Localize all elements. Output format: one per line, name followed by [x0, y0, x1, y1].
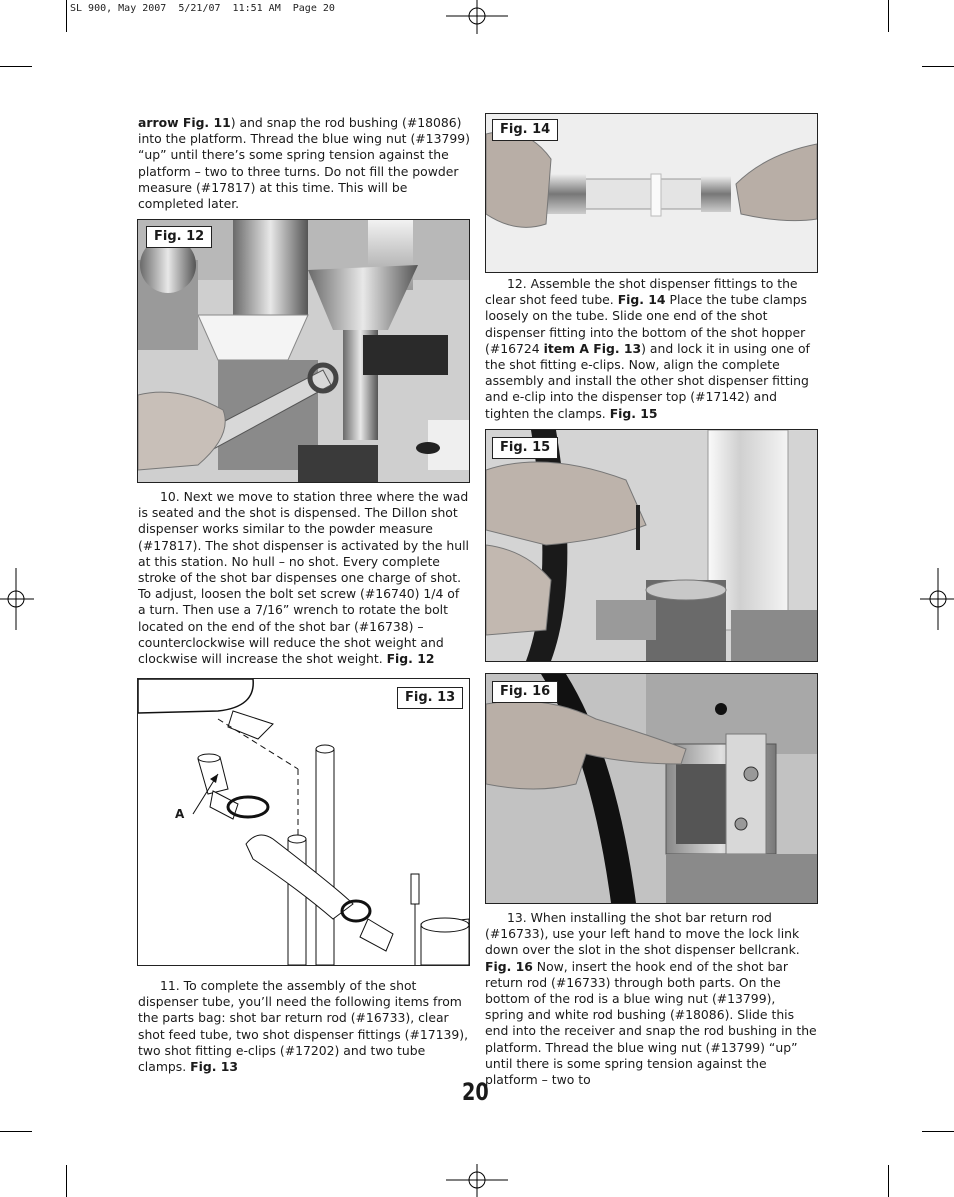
figure-reference: Fig. 14: [617, 292, 666, 308]
registration-target-icon: [446, 0, 508, 34]
figure-label: Fig. 13: [397, 687, 463, 709]
registration-target-icon: [920, 568, 954, 630]
paragraph-text: ) and snap the rod bushing (#18086) into the platform. Thread the blue wing nut (#13799) “up” until there’s some spring tension against the platform – two to three turns. Do not fill the powder measure (#17817) at this time. This will be completed later.: [138, 115, 470, 212]
figure-reference: arrow Fig. 11: [138, 115, 231, 130]
paragraph-text: 11. To complete the assembly of the shot dispenser tube, you’ll need the following items from the parts bag: shot bar return rod (#16733), clear shot feed tube, two shot dispenser fittings (#17139), two shot fitting e-clips (#17202) and two tube clamps.: [138, 978, 469, 1075]
figure-label: Fig. 15: [492, 437, 558, 459]
figure-14-photo: [485, 113, 818, 273]
step-12-paragraph: [485, 276, 817, 422]
paragraph-text: Place the tube clamps loosely on the tube. Slide one end of the shot dispenser fitting into the bottom of the shot hopper (#16724: [485, 292, 808, 356]
print-slug: SL 900, May 2007 5/21/07 11:51 AM Page 20: [70, 3, 335, 14]
paragraph-text: Now, insert the hook end of the shot bar return rod (#16733) through both parts. On the bottom of the rod is a blue wing nut (#13799), spring and white rod bushing (#18086). Slide this end into the receiver and snap the rod bushing in the platform. Thread the blue wing nut (#13799) “up” until there is some spring tension against the platform – two to: [485, 958, 817, 1088]
press-wrench-illustration: [138, 220, 469, 482]
step-10-paragraph: [138, 489, 470, 667]
figure-label: Fig. 14: [492, 119, 558, 141]
figure-13-diagram: [137, 678, 470, 966]
paragraph-text: 10. Next we move to station three where the wad is seated and the shot is dispensed. The Dillon shot dispenser works similar to the powder measure (#17817). The shot dispenser is activated by the hull at this station. No hull – no shot. Every complete stroke of the shot bar dispenses one charge of shot. To adjust, loosen the bolt set screw (#16740) 1/4 of a turn. Then use a 7/16” wrench to rotate the bolt located on the end of the shot bar (#16738) – counterclockwise will reduce the shot weight and clockwise will increase the shot weight.: [138, 489, 469, 667]
callout-letter: A: [175, 807, 185, 821]
figure-label: Fig. 16: [492, 681, 558, 703]
figure-reference: Fig. 16: [485, 958, 533, 974]
return-rod-install-photo: [486, 674, 817, 903]
figure-label: Fig. 12: [146, 226, 212, 248]
figure-reference: Fig. 12: [386, 651, 435, 667]
hopper-clamp-photo: [486, 430, 817, 661]
shot-tube-exploded-diagram: [138, 679, 469, 965]
registration-target-icon: [446, 1164, 508, 1197]
figure-12-photo: [137, 219, 470, 483]
step-11-paragraph: [138, 978, 470, 1075]
paragraph-text: ) and lock it in using one of the shot fitting e-clips. Now, align the complete assembly and install the other shot dispenser fitting and e-clip into the dispenser top (#17142) and tighten the clamps.: [485, 340, 810, 421]
figure-reference: Fig. 13: [190, 1059, 238, 1075]
figure-reference: item A Fig. 13: [543, 340, 642, 356]
paragraph-text: 12. Assemble the shot dispenser fittings to the clear shot feed tube.: [485, 276, 798, 308]
registration-target-icon: [0, 568, 34, 630]
paragraph-text: 13. When installing the shot bar return rod (#16733), use your left hand to move the lock link down over the slot in the shot dispenser bellcrank.: [485, 910, 800, 958]
continued-paragraph: [138, 115, 470, 212]
page-number: 20: [462, 1078, 489, 1106]
step-13-paragraph: [485, 910, 817, 1088]
figure-reference: Fig. 15: [609, 405, 658, 421]
figure-15-photo: [485, 429, 818, 662]
figure-16-photo: [485, 673, 818, 904]
